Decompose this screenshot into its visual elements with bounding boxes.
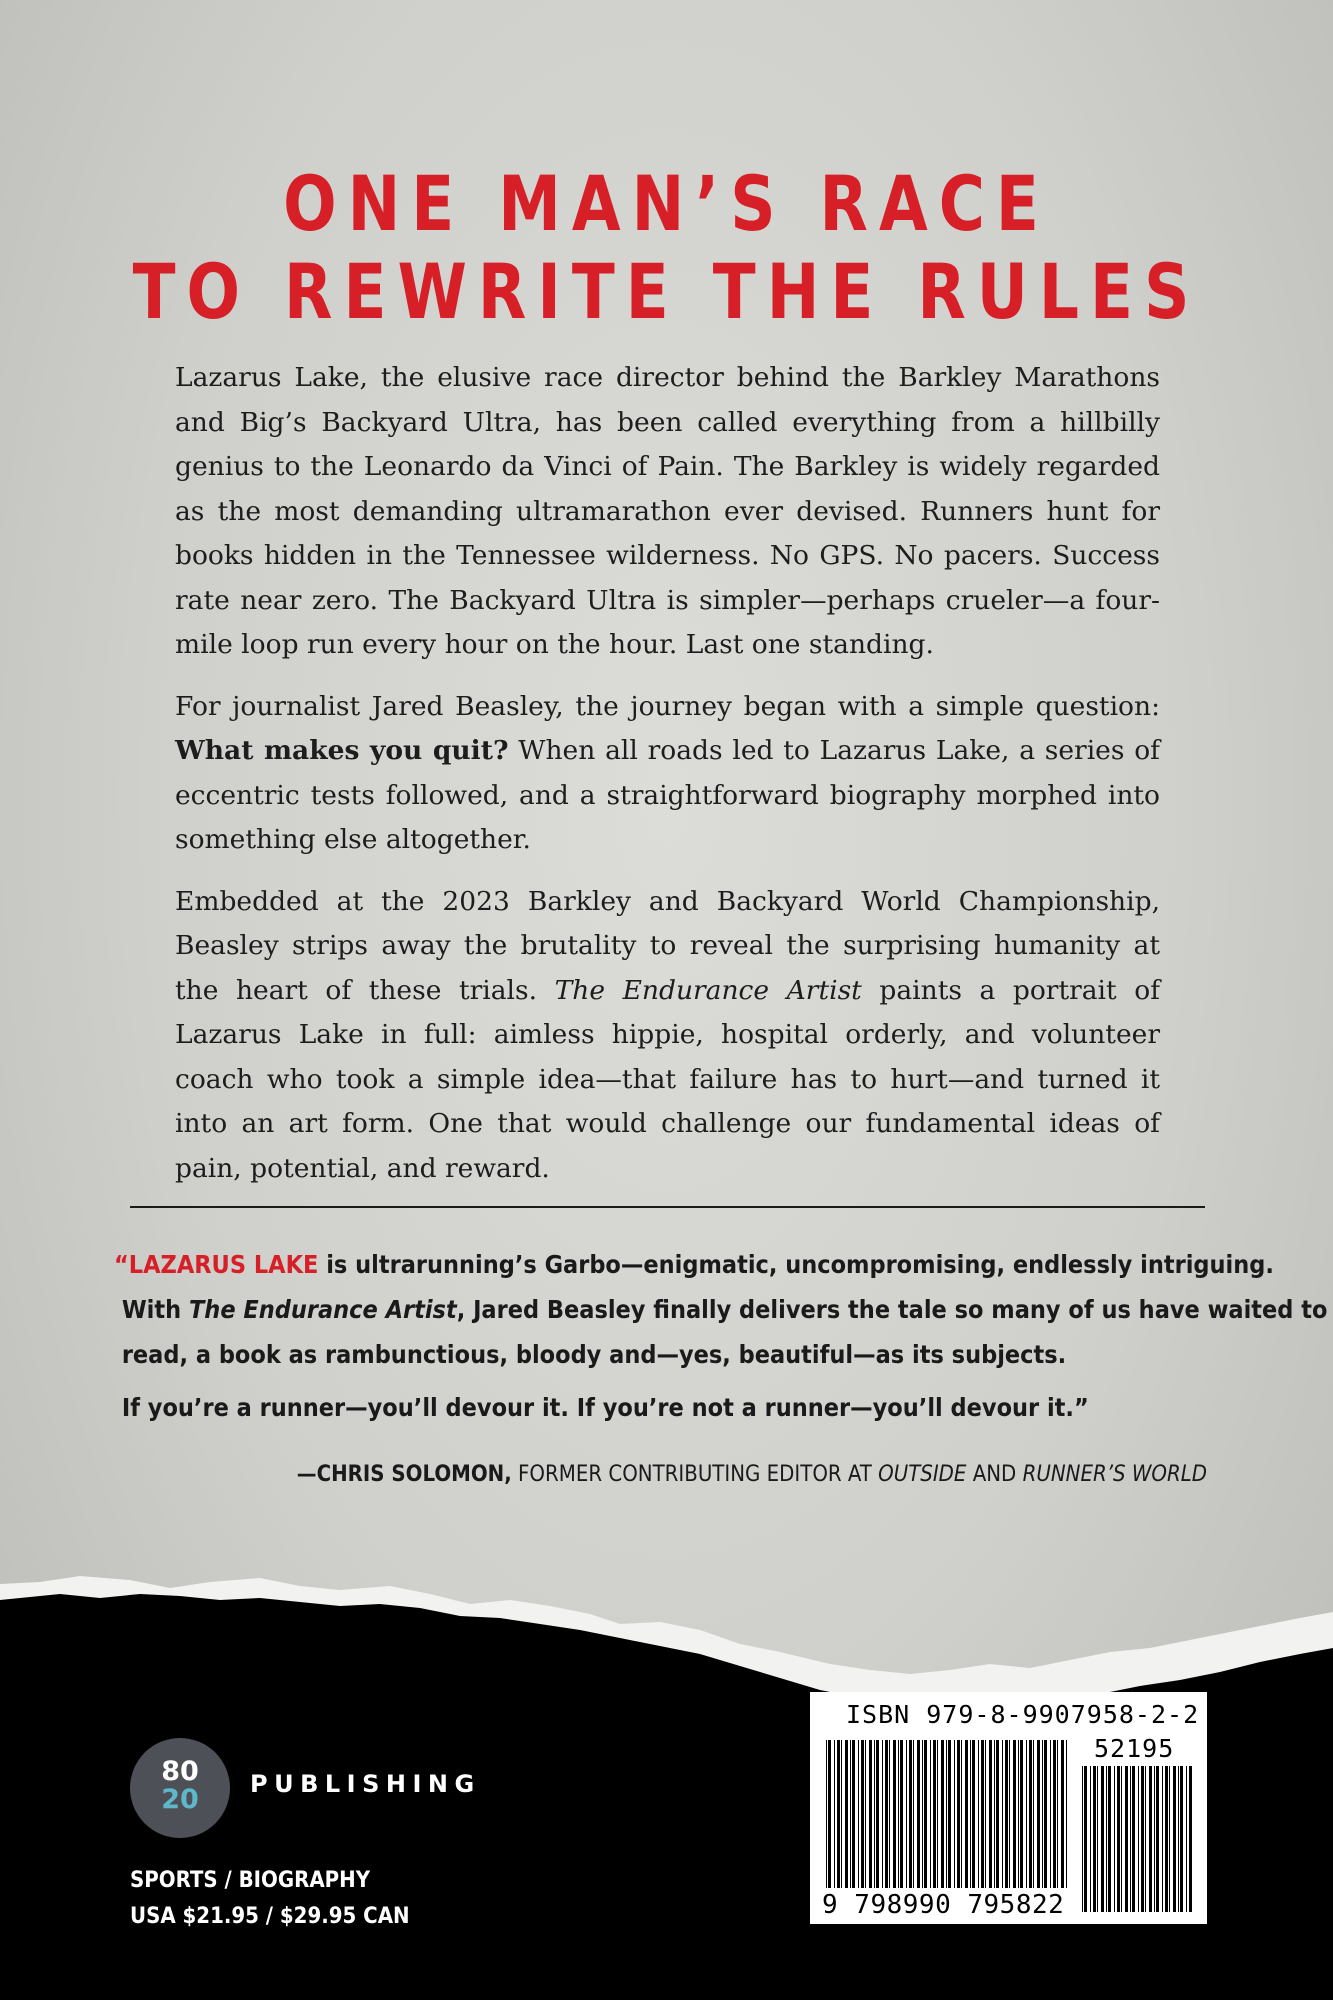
text-span: AND: [966, 1462, 1023, 1487]
barcode-bar: [834, 1740, 835, 1888]
barcode-bar: [837, 1740, 840, 1888]
barcode-bar: [1061, 1740, 1064, 1888]
barcode-bar: [874, 1740, 875, 1888]
barcode-bar: [1169, 1766, 1170, 1912]
category-price: [130, 1863, 410, 1935]
isbn-number: ISBN 979-8-9907958-2-2: [846, 1700, 1200, 1729]
barcode-bar: [1020, 1740, 1023, 1888]
barcode-bar: [1026, 1740, 1027, 1888]
barcode-bar: [1057, 1740, 1058, 1888]
barcode-bar: [841, 1740, 842, 1888]
text-span: FORMER CONTRIBUTING EDITOR AT: [511, 1462, 879, 1487]
barcode-bar: [930, 1740, 931, 1888]
barcode-bar: [924, 1740, 927, 1888]
barcode-bar: [1145, 1766, 1146, 1912]
barcode-bar: [1044, 1740, 1047, 1888]
barcode-bar: [869, 1740, 872, 1888]
barcode-bar: [885, 1740, 888, 1888]
text-span: , Jared Beasley finally delivers the tale so many of us have waited to: [456, 1295, 1328, 1324]
barcode-bar: [893, 1740, 896, 1888]
text-span: paints a portrait of Lazarus Lake in full: aimless hippie, hospital orderly, and volunteer coach who took a simple idea—that failure has to hurt—and turned it into an art form. One that would challenge our fundamental ideas of pain, potential, and reward.: [175, 974, 1161, 1184]
barcode-bar: [1178, 1766, 1179, 1912]
barcode-bar: [909, 1740, 912, 1888]
barcode-bar: [865, 1740, 866, 1888]
barcode-bar: [1053, 1740, 1056, 1888]
quote-line-3: [114, 1332, 1214, 1377]
barcode-bar: [1029, 1740, 1032, 1888]
headline-line-1: ONE MAN’S RACE: [283, 159, 1050, 248]
headline-line-2: TO REWRITE THE RULES: [132, 247, 1201, 336]
publisher-logo: [130, 1738, 230, 1838]
barcode-bar: [1050, 1740, 1051, 1888]
text-span: read, a book as rambunctious, bloody and—yes, beautiful—as its subjects.: [121, 1340, 1067, 1369]
barcode-bar: [965, 1740, 968, 1888]
barcode-bar: [941, 1740, 944, 1888]
text-span: Embedded at the 2023 Barkley and Backyard World Championship, Beasley strips away the brutality to reveal the surprising humanity at the heart of these trials.: [175, 885, 1160, 1006]
logo-number-top: 80: [161, 1756, 199, 1787]
barcode-bar: [826, 1740, 827, 1888]
barcode-bar: [981, 1740, 984, 1888]
barcode-bar: [937, 1740, 938, 1888]
barcode-bar: [1165, 1766, 1168, 1912]
quote-line-1: [114, 1242, 1274, 1287]
barcode-bar: [1106, 1766, 1107, 1912]
divider: [130, 1206, 1205, 1208]
barcode-bar: [898, 1740, 899, 1888]
barcode-bar: [1002, 1740, 1003, 1888]
description-paragraph-1: Lazarus Lake, the elusive race director behind the Barkley Marathons and Big’s Backyard Ultra, has been called everything from a hillbilly genius to the Leonardo da Vinci of Pain. The Barkley is widely regarded as the most demanding ultramarathon ever devised. Runners hunt for books hidden in the Tennessee wilderness. No GPS. No pacers. Success rate near zero. The Backyard Ultra is simpler—perhaps crueler—a four-mile loop run every hour on the hour. Last one standing.: [175, 362, 1160, 660]
barcode-bar: [1101, 1766, 1104, 1912]
barcode-bar: [876, 1740, 879, 1888]
barcode-bar: [828, 1740, 831, 1888]
barcode-bar: [845, 1740, 848, 1888]
barcode-bar: [961, 1740, 962, 1888]
attribution-name: —CHRIS SOLOMON,: [296, 1462, 512, 1487]
barcode-bar: [933, 1740, 936, 1888]
text-span: With: [121, 1295, 189, 1324]
ean-barcode: [826, 1740, 1070, 1888]
barcode-bar: [1093, 1766, 1096, 1912]
barcode-bar: [1117, 1766, 1120, 1912]
barcode-bar: [1033, 1740, 1034, 1888]
description-paragraph-2: [175, 685, 1160, 863]
barcode-bar: [1130, 1766, 1131, 1912]
barcode-bar: [852, 1740, 855, 1888]
barcode-bar: [1013, 1740, 1016, 1888]
barcode-bar: [1097, 1766, 1098, 1912]
barcode-bar: [948, 1740, 951, 1888]
barcode-bar: [970, 1740, 971, 1888]
barcode-bar: [1162, 1766, 1163, 1912]
barcode-bar: [1037, 1740, 1040, 1888]
barcode-bar: [1009, 1740, 1010, 1888]
quote-subject: “LAZARUS LAKE: [114, 1250, 319, 1279]
barcode-bar: [861, 1740, 864, 1888]
barcode-bar: [1084, 1766, 1087, 1912]
text-span: If you’re a runner—you’ll devour it. If you’re not a runner—you’ll devour it.”: [121, 1393, 1089, 1422]
barcode-bar: [1132, 1766, 1135, 1912]
barcode-bar: [917, 1740, 920, 1888]
barcode-bar: [1141, 1766, 1144, 1912]
price-label: USA $21.95 / $29.95 CAN: [130, 1904, 410, 1929]
barcode-bar: [1154, 1766, 1155, 1912]
text-span: For journalist Jared Beasley, the journey began with a simple question:: [175, 690, 1160, 722]
barcode-bar: [922, 1740, 923, 1888]
emphasis-question: What makes you quit?: [175, 735, 509, 766]
barcode-bar: [1156, 1766, 1159, 1912]
text-span: When all roads led to Lazarus Lake, a series of eccentric tests followed, and a straightforward biography morphed into something else altogether.: [175, 735, 1160, 855]
barcode-bar: [1149, 1766, 1152, 1912]
publication-name: OUTSIDE: [878, 1462, 967, 1487]
category-label: SPORTS / BIOGRAPHY: [130, 1868, 371, 1893]
barcode-bar: [1138, 1766, 1139, 1912]
logo-number-bottom: 20: [161, 1784, 199, 1815]
headline: [53, 160, 1279, 336]
book-title: The Endurance Artist: [188, 1295, 457, 1324]
barcode-bar: [1121, 1766, 1122, 1912]
barcode-bar: [972, 1740, 975, 1888]
barcode-bar: [996, 1740, 999, 1888]
barcode-bar: [1090, 1766, 1091, 1912]
quote-line-4: [114, 1385, 1214, 1430]
barcode-bar: [900, 1740, 903, 1888]
barcode-bar: [1186, 1766, 1187, 1912]
barcode-bar: [957, 1740, 960, 1888]
barcode-bar: [1114, 1766, 1115, 1912]
addon-barcode: [1082, 1766, 1194, 1912]
quote-attribution: [130, 1462, 1207, 1487]
text-span: is ultrarunning’s Garbo—enigmatic, uncompromising, endlessly intriguing.: [318, 1250, 1274, 1279]
barcode-bar: [906, 1740, 907, 1888]
ean-digits: 9 798990 795822: [822, 1890, 1065, 1920]
barcode-bar: [882, 1740, 883, 1888]
barcode-bar: [1180, 1766, 1183, 1912]
description: [175, 356, 1160, 1208]
publisher-name: PUBLISHING: [250, 1770, 481, 1798]
barcode-bar: [850, 1740, 851, 1888]
barcode-bar: [1018, 1740, 1019, 1888]
barcode-bar: [1066, 1740, 1067, 1888]
barcode-bar: [1108, 1766, 1111, 1912]
barcode-bar: [1173, 1766, 1176, 1912]
barcode-bar: [913, 1740, 914, 1888]
publication-name: RUNNER’S WORLD: [1022, 1462, 1207, 1487]
barcode-bar: [1042, 1740, 1043, 1888]
quote-line-2: [114, 1287, 1328, 1332]
book-title: The Endurance Artist: [554, 974, 862, 1006]
barcode-bar: [858, 1740, 859, 1888]
barcode-bar: [978, 1740, 979, 1888]
price-addon-number: 52195: [1094, 1734, 1175, 1763]
barcode-bar: [946, 1740, 947, 1888]
barcode-bar: [1125, 1766, 1128, 1912]
barcode-bar: [1082, 1766, 1083, 1912]
barcode-bar: [1189, 1766, 1192, 1912]
barcode-bar: [1005, 1740, 1008, 1888]
endorsement-quote: [114, 1242, 1328, 1430]
barcode-bar: [994, 1740, 995, 1888]
barcode-bar: [989, 1740, 992, 1888]
barcode-bar: [985, 1740, 986, 1888]
barcode-bar: [889, 1740, 890, 1888]
barcode-bar: [954, 1740, 955, 1888]
description-paragraph-3: [175, 880, 1160, 1192]
